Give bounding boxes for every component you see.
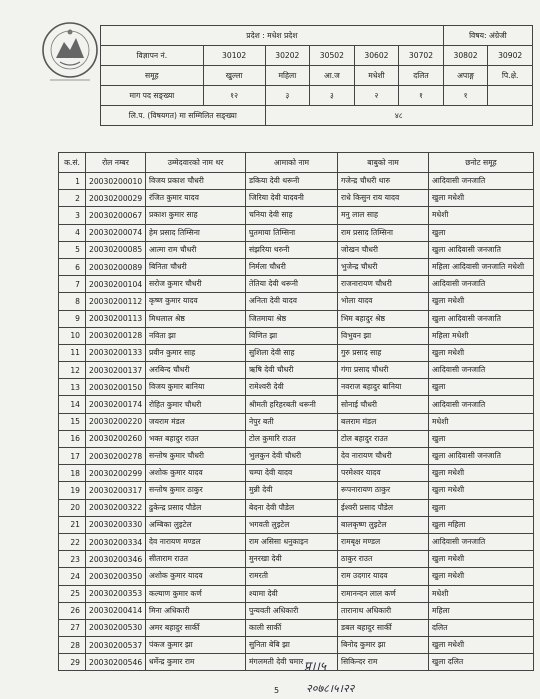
mother-name: घुतमाया तिम्सिना [246,224,338,241]
table-header-row [59,153,534,173]
father-name: बालकृष्ण लुइटेल [338,516,429,533]
table-row [59,619,534,636]
vacancy-summary-table [100,25,533,126]
mother-name: भुलकुन देवी चौधरी [246,448,338,465]
table-row [59,207,534,224]
candidate-name: अम्बिका लुइटेल [146,516,246,533]
table-row [59,499,534,516]
roll-number: 20030200334 [86,533,146,550]
candidate-name: प्रकाश कुमार साह [146,207,246,224]
selection-group: खुला [429,224,534,241]
advertisement-number: 30802 [443,46,488,66]
roll-number: 20030200322 [86,499,146,516]
selection-group: मधेशी [429,585,534,602]
selection-group: खुला आदिवासी जनजाति [429,310,534,327]
candidate-name: पंकज कुमार झा [146,637,246,654]
table-row [59,465,534,482]
roll-number: 20030200330 [86,516,146,533]
demand-posts-value: २ [354,86,399,106]
roll-number: 20030200150 [86,379,146,396]
table-row [59,293,534,310]
serial-number: 10 [59,327,86,344]
roll-number: 20030200317 [86,482,146,499]
group-label: समूह [101,66,204,86]
mother-name: नेपुर बती [246,413,338,430]
father-name: गंगा प्रसाद चौधरी [338,362,429,379]
column-header: बाबुको नाम [338,153,429,173]
demand-posts-value: १ [443,86,488,106]
selection-group: खुला मधेशी [429,637,534,654]
serial-number: 28 [59,637,86,654]
father-name: परमेश्वर यादव [338,465,429,482]
signature-date: २०७८।५।२२ [306,682,355,695]
subject-heading: विषय: अंग्रेजी [443,26,532,46]
written-exam-count-label: लि.प. (विषयगत) मा सम्मिलित सङ्ख्या [101,106,266,126]
candidate-name: अरबिन्द चौधरी [146,362,246,379]
candidate-name: नविता झा [146,327,246,344]
serial-number: 25 [59,585,86,602]
father-name: तारानाथ अधिकारी [338,602,429,619]
father-name: नवराज बहादुर बानिया [338,379,429,396]
roll-number: 20030200530 [86,619,146,636]
roll-number: 20030200085 [86,241,146,258]
selection-group: दलित [429,619,534,636]
serial-number: 21 [59,516,86,533]
father-name: रामानन्दन लाल कर्ण [338,585,429,602]
serial-number: 27 [59,619,86,636]
mother-name: पुन्यवती अधिकारी [246,602,338,619]
table-row [59,327,534,344]
roll-number: 20030200260 [86,430,146,447]
mother-name: सुनिता बेबि झा [246,637,338,654]
father-name: देव नारायण चौधरी [338,448,429,465]
candidate-name: सीताराम राउत [146,551,246,568]
advertisement-number: 30702 [399,46,444,66]
serial-number: 24 [59,568,86,585]
mother-name: संझरिया थरुनी [246,241,338,258]
government-seal-logo [40,20,100,92]
father-name: विभुवन झा [338,327,429,344]
table-row [59,310,534,327]
demand-posts-value [488,86,533,106]
mother-name: मुनरखा देवी [246,551,338,568]
mother-name: टोल कुमारि राउत [246,430,338,447]
table-row [59,258,534,275]
candidate-name: ढुकेन्द्र प्रसाद पौडेल [146,499,246,516]
father-name: सोनाई चौधरी [338,396,429,413]
table-row [59,224,534,241]
selection-group: खुला आदिवासी जनजाति [429,448,534,465]
table-row [59,379,534,396]
mother-name: जिरिया देवी यादवनी [246,190,338,207]
roll-number: 20030200537 [86,637,146,654]
mother-name: ऋषि देवी चौधरी [246,362,338,379]
roll-number: 20030200350 [86,568,146,585]
selection-group: आदिवासी जनजाति [429,396,534,413]
selection-group: खुला मधेशी [429,293,534,310]
father-name: बिनोद कुमार झा [338,637,429,654]
serial-number: 6 [59,258,86,275]
group-name: आ.ज [310,66,355,86]
father-name: भिम बहादुर श्रेष्ठ [338,310,429,327]
father-name: ठाकुर राउत [338,551,429,568]
mother-name: चनिया देवी साह [246,207,338,224]
candidate-name: अशोक कुमार यादव [146,465,246,482]
candidate-name: विजय कुमार बानिया [146,379,246,396]
father-name: बलराम मंडल [338,413,429,430]
roll-number: 20030200112 [86,293,146,310]
mother-name: मंगलमती देवी चमार [246,654,338,671]
selection-group: महिला आदिवासी जनजाति मधेशी [429,258,534,275]
group-name: अपाङ्ग [443,66,488,86]
candidate-name: मिथलाल श्रेष्ठ [146,310,246,327]
table-row [59,344,534,361]
mother-name: रामरती [246,568,338,585]
selection-group: खुला मधेशी [429,482,534,499]
candidate-name: विजय प्रकाश चौधरी [146,173,246,190]
advertisement-number: 30102 [203,46,265,66]
table-row [59,413,534,430]
father-name: जोखन चौधरी [338,241,429,258]
mother-name: डकिया देवी थरूनी [246,173,338,190]
father-name: राम प्रसाद तिम्सिना [338,224,429,241]
candidate-name: सरोज कुमार चौधरी [146,276,246,293]
candidate-name: अमर बहादुर सार्की [146,619,246,636]
advertisement-number: 30902 [488,46,533,66]
candidate-name: रंजित कुमार यादव [146,190,246,207]
group-name: मधेशी [354,66,399,86]
table-row [59,430,534,447]
father-name: सिकिन्दर राम [338,654,429,671]
roll-number: 20030200067 [86,207,146,224]
selection-group: खुला मधेशी [429,465,534,482]
serial-number: 18 [59,465,86,482]
selection-group: खुला मधेशी [429,344,534,361]
serial-number: 15 [59,413,86,430]
roll-number: 20030200346 [86,551,146,568]
candidate-name: कृष्ण कुमार यादव [146,293,246,310]
serial-number: 11 [59,344,86,361]
roll-number: 20030200353 [86,585,146,602]
roll-number: 20030200128 [86,327,146,344]
demand-posts-value: ३ [310,86,355,106]
serial-number: 29 [59,654,86,671]
mother-name: जितमाया श्रेष्ठ [246,310,338,327]
father-name: गजेन्द्र चौधरी थारु [338,173,429,190]
selection-group: आदिवासी जनजाति [429,533,534,550]
selection-group: खुला आदिवासी जनजाति [429,241,534,258]
selection-group: खुला [429,379,534,396]
serial-number: 26 [59,602,86,619]
selection-group: खुला दलित [429,654,534,671]
serial-number: 3 [59,207,86,224]
selection-group: खुला मधेशी [429,568,534,585]
serial-number: 17 [59,448,86,465]
serial-number: 14 [59,396,86,413]
province-heading: प्रदेश : मधेश प्रदेश [101,26,444,46]
mother-name: अनिता देवी यादव [246,293,338,310]
signature-initials: प्र।।५ [304,659,327,673]
selection-group: खुला [429,430,534,447]
candidate-name: सन्तोष कुमार ठाकुर [146,482,246,499]
table-row [59,516,534,533]
selection-group: खुला महिला [429,516,534,533]
table-row [59,637,534,654]
selection-group: मधेशी [429,413,534,430]
father-name: राधे किसुन राय यादव [338,190,429,207]
father-name: टोल बहादुर राउत [338,430,429,447]
father-name: राजनारायण चौधरी [338,276,429,293]
serial-number: 12 [59,362,86,379]
candidate-name: देव नारायण मण्डल [146,533,246,550]
candidate-name: प्रवीन कुमार साह [146,344,246,361]
candidate-name: बिनिता चौधरी [146,258,246,275]
table-row [59,602,534,619]
column-header: छनोट समूह [429,153,534,173]
mother-name: सुशिला देवी साह [246,344,338,361]
written-exam-count-value: ४८ [265,106,532,126]
selection-group: आदिवासी जनजाति [429,276,534,293]
candidate-results-table [58,152,534,671]
mother-name: श्रीमती हरिहरबती थरूनी [246,396,338,413]
table-row [59,173,534,190]
mother-name: रामेश्वरी देवी [246,379,338,396]
selection-group: महिला [429,602,534,619]
group-name: दलित [399,66,444,86]
roll-number: 20030200137 [86,362,146,379]
father-name: भोला यादव [338,293,429,310]
table-row [59,482,534,499]
advertisement-number-label: विज्ञापन नं. [101,46,204,66]
table-row [59,276,534,293]
mother-name: निर्मला चौधरी [246,258,338,275]
candidate-name: जयराम मंडल [146,413,246,430]
advertisement-number: 30602 [354,46,399,66]
column-header: आमाको नाम [246,153,338,173]
father-name: डबल बहादुर सार्की [338,619,429,636]
group-name: खुल्ला [203,66,265,86]
mother-name: भगवती लुइटेल [246,516,338,533]
handwritten-signature [296,654,396,699]
advertisement-number: 30502 [310,46,355,66]
father-name: भुजेन्द्र चौधरी [338,258,429,275]
candidate-name: अशोक कुमार यादव [146,568,246,585]
table-row [59,551,534,568]
demand-posts-label: माग पद सङ्ख्या [101,86,204,106]
candidate-name: कल्याण कुमार कर्ण [146,585,246,602]
candidate-name: सन्तोष कुमार चौधरी [146,448,246,465]
table-row [59,241,534,258]
mother-name: श्यामा देवी [246,585,338,602]
roll-number: 20030200546 [86,654,146,671]
table-row [59,190,534,207]
roll-number: 20030200414 [86,602,146,619]
roll-number: 20030200029 [86,190,146,207]
selection-group: मधेशी [429,207,534,224]
table-row [59,396,534,413]
selection-group: आदिवासी जनजाति [429,173,534,190]
serial-number: 23 [59,551,86,568]
serial-number: 9 [59,310,86,327]
table-row [59,568,534,585]
selection-group: खुला मधेशी [429,551,534,568]
serial-number: 13 [59,379,86,396]
roll-number: 20030200133 [86,344,146,361]
candidate-name: मिना अधिकारी [146,602,246,619]
demand-posts-value: १ [399,86,444,106]
serial-number: 22 [59,533,86,550]
mother-name: विणित झा [246,327,338,344]
roll-number: 20030200174 [86,396,146,413]
serial-number: 5 [59,241,86,258]
roll-number: 20030200074 [86,224,146,241]
serial-number: 20 [59,499,86,516]
mother-name: राम असिसा धनुकाइन [246,533,338,550]
selection-group: महिला मधेशी [429,327,534,344]
roll-number: 20030200220 [86,413,146,430]
father-name: राम उदगार यादव [338,568,429,585]
roll-number: 20030200089 [86,258,146,275]
candidate-name: हेम प्रसाद तिम्सिना [146,224,246,241]
candidate-name: रोहित कुमार चौधरी [146,396,246,413]
roll-number: 20030200113 [86,310,146,327]
column-header: रोल नम्बर [86,153,146,173]
father-name: रामबृक्ष मण्डल [338,533,429,550]
page-number: 5 [274,686,280,695]
father-name: ईश्वरी प्रसाद पौडेल [338,499,429,516]
mother-name: मुन्नी देवी [246,482,338,499]
father-name: गुरु प्रसाद साह [338,344,429,361]
serial-number: 19 [59,482,86,499]
mother-name: तेतिया देवी थरूनी [246,276,338,293]
serial-number: 7 [59,276,86,293]
group-name: महिला [265,66,310,86]
group-name: पि.क्षे. [488,66,533,86]
demand-posts-value: १२ [203,86,265,106]
mother-name: बेदना देवी पौडेल [246,499,338,516]
father-name: रूपनारायण ठाकुर [338,482,429,499]
father-name: मनु लाल साह [338,207,429,224]
selection-group: खुला मधेशी [429,190,534,207]
table-row [59,448,534,465]
serial-number: 8 [59,293,86,310]
serial-number: 4 [59,224,86,241]
column-header: क.सं. [59,153,86,173]
serial-number: 1 [59,173,86,190]
roll-number: 20030200104 [86,276,146,293]
roll-number: 20030200299 [86,465,146,482]
candidate-name: आत्मा राम चौधरी [146,241,246,258]
selection-group: आदिवासी जनजाति [429,362,534,379]
selection-group: खुला [429,499,534,516]
table-row [59,533,534,550]
mother-name: चम्पा देवी यादव [246,465,338,482]
mother-name: काली सार्की [246,619,338,636]
table-row [59,585,534,602]
advertisement-number: 30202 [265,46,310,66]
demand-posts-value: ३ [265,86,310,106]
roll-number: 20030200278 [86,448,146,465]
serial-number: 16 [59,430,86,447]
candidate-name: धर्मेन्द्र कुमार राम [146,654,246,671]
candidate-name: भक्त बहादुर राउत [146,430,246,447]
table-row [59,362,534,379]
roll-number: 20030200010 [86,173,146,190]
column-header: उम्मेदवारको नाम थर [146,153,246,173]
serial-number: 2 [59,190,86,207]
